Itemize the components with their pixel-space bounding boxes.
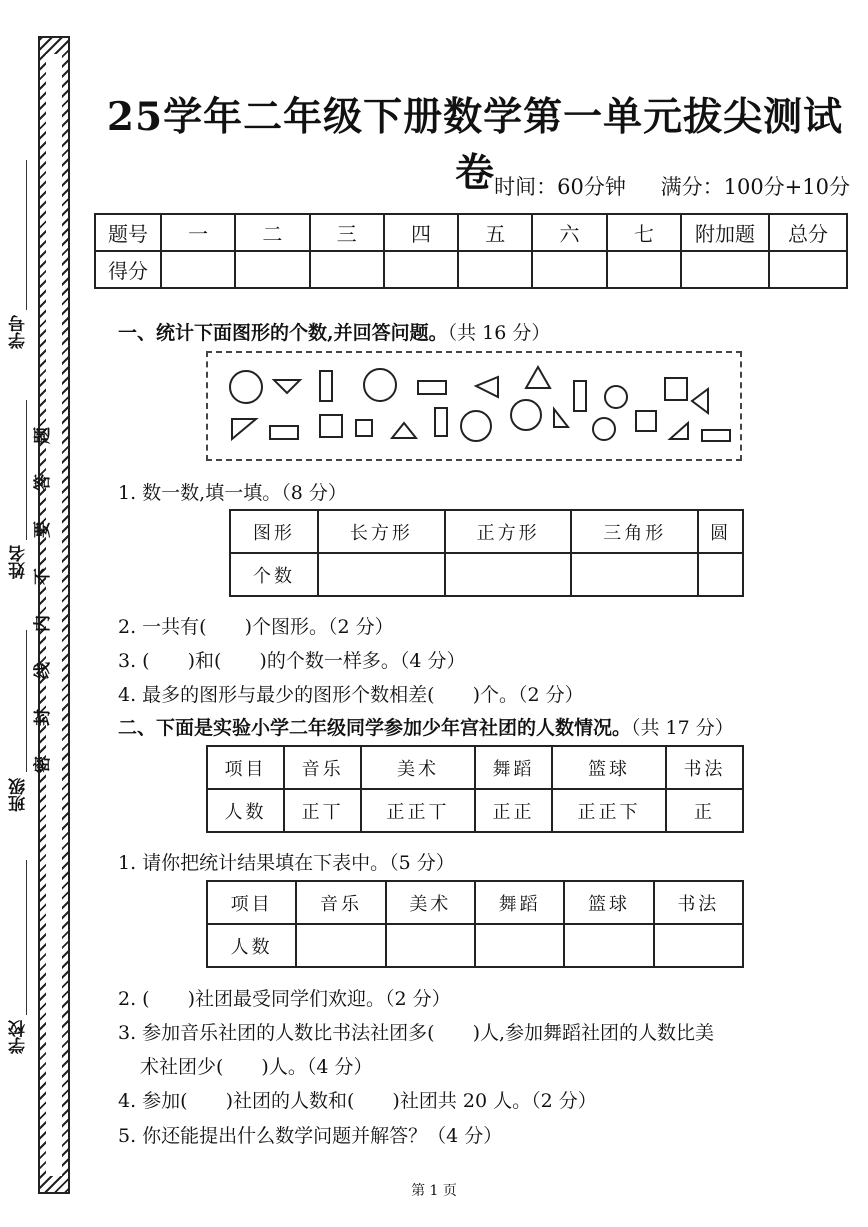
row-label: 人数 [207,789,284,832]
header-cell: 美术 [386,881,475,924]
rectangle-shape [702,430,730,441]
table-row [230,553,743,596]
table-row [207,924,743,967]
header-cell: 项目 [207,746,284,789]
school-field[interactable] [0,860,34,1060]
shapes-box [206,351,742,461]
seal-char: 线 [32,662,53,679]
section2-heading [118,713,734,740]
rectangle-shape [320,371,332,401]
exam-meta [466,171,850,201]
s1-question-1: 1. 数一数,填一填。（8 分） [118,482,347,504]
header-cell: 总分 [769,214,847,251]
circle-shape [230,371,262,403]
answer-cell[interactable] [571,553,698,596]
section2-title: 二、下面是实验小学二年级同学参加少年宫社团的人数情况。 [118,717,632,739]
triangle-shape [232,419,256,439]
class-label: 班级 [9,778,29,812]
score-cell[interactable] [769,251,847,288]
full-score: 满分：100分+10分 [660,175,850,199]
page-number: 第 1 页 [411,1183,457,1199]
header-cell: 舞蹈 [475,881,564,924]
square-shape [356,420,372,436]
s1-question-2: 2. 一共有( )个图形。（2 分） [118,616,394,638]
circle-shape [364,369,396,401]
student-id-label: 学号 [9,315,29,349]
seal-char: 内 [32,615,53,632]
row-label: 人数 [207,924,296,967]
circle-shape [461,411,491,441]
table-row [230,510,743,553]
score-cell[interactable] [458,251,532,288]
seal-char: 封 [32,709,53,726]
seal-char: 答 [32,474,53,491]
class-field[interactable] [0,630,34,820]
section1-heading [118,318,550,345]
table-row [207,746,743,789]
header-cell: 项目 [207,881,296,924]
triangle-shape [274,380,300,393]
section1-title: 一、统计下面图形的个数,并回答问题。 [118,322,448,344]
circle-shape [593,418,615,440]
row-label: 得分 [95,251,161,288]
seal-line-text [32,412,66,788]
answer-cell[interactable] [475,924,564,967]
score-cell[interactable] [532,251,606,288]
tally-cell: 正正丅 [361,789,475,832]
triangle-shape [526,367,550,388]
seal-char: 题 [32,427,53,444]
triangle-shape [476,377,498,397]
school-label: 学校 [9,1020,29,1054]
header-cell: 五 [458,214,532,251]
s1-question-4: 4. 最多的图形与最少的图形个数相差( )个。（2 分） [118,684,584,706]
section2-points: （共 17 分） [631,717,734,739]
header-cell: 四 [384,214,458,251]
header-cell: 书法 [654,881,743,924]
table-row [95,214,847,251]
tally-cell: 正 [666,789,743,832]
header-cell: 图形 [230,510,318,553]
table-row [95,251,847,288]
page-title: 25学年二年级下册数学第一单元拔尖测试卷 [106,94,844,196]
rectangle-shape [418,381,446,394]
header-cell: 篮球 [552,746,666,789]
name-label: 姓名 [9,545,29,579]
s1-question-3: 3. ( )和( )的个数一样多。（4 分） [118,650,466,672]
answer-cell[interactable] [564,924,653,967]
triangle-shape [670,423,688,439]
header-cell: 附加题 [681,214,769,251]
triangle-shape [554,409,568,427]
shapes-figure [208,353,740,459]
triangle-shape [692,389,708,413]
shape-count-table [229,509,744,597]
rectangle-shape [270,426,298,439]
score-cell[interactable] [161,251,235,288]
tally-cell: 正正 [475,789,552,832]
header-cell: 正方形 [445,510,572,553]
answer-cell[interactable] [296,924,385,967]
s2-question-3: 3. 参加音乐社团的人数比书法社团多( )人,参加舞蹈社团的人数比美 [118,1022,715,1044]
header-cell: 圆 [698,510,743,553]
circle-shape [511,400,541,430]
square-shape [320,415,342,437]
answer-cell[interactable] [698,553,743,596]
header-cell: 题号 [95,214,161,251]
circle-shape [605,386,627,408]
header-cell: 篮球 [564,881,653,924]
square-shape [665,378,687,400]
s2-question-4: 4. 参加( )社团的人数和( )社团共 20 人。（2 分） [118,1090,597,1112]
score-cell[interactable] [681,251,769,288]
header-cell: 长方形 [318,510,445,553]
table-row [207,789,743,832]
tally-cell: 正丅 [284,789,361,832]
rectangle-shape [435,408,447,436]
s2-question-1: 1. 请你把统计结果填在下表中。（5 分） [118,852,455,874]
header-cell: 音乐 [284,746,361,789]
score-cell[interactable] [310,251,384,288]
section1-points: （共 16 分） [447,322,551,344]
seal-char: 要 [32,521,53,538]
s2-question-5: 5. 你还能提出什么数学问题并解答？（4 分） [118,1125,503,1147]
time-limit: 时间：60分钟 [494,175,626,199]
rectangle-shape [574,381,586,411]
header-cell: 三 [310,214,384,251]
result-table [206,880,744,968]
score-cell[interactable] [235,251,309,288]
tally-cell: 正正下 [552,789,666,832]
answer-cell[interactable] [654,924,743,967]
score-cell[interactable] [607,251,681,288]
header-cell: 音乐 [296,881,385,924]
header-cell: 一 [161,214,235,251]
header-cell: 七 [607,214,681,251]
square-shape [636,411,656,431]
table-row [207,881,743,924]
header-cell: 美术 [361,746,475,789]
score-cell[interactable] [384,251,458,288]
header-cell: 六 [532,214,606,251]
header-cell: 舞蹈 [475,746,552,789]
header-cell: 书法 [666,746,743,789]
seal-char: 密 [32,756,53,773]
tally-table [206,745,744,833]
s2-question-2: 2. ( )社团最受同学们欢迎。（2 分） [118,988,451,1010]
student-id-field[interactable] [0,160,34,360]
name-field[interactable] [0,400,34,590]
header-cell: 二 [235,214,309,251]
score-table [94,213,848,289]
row-label: 个数 [230,553,318,596]
header-cell: 三角形 [571,510,698,553]
answer-cell[interactable] [318,553,445,596]
s2-question-3-cont: 术社团少( )人。（4 分） [140,1056,373,1078]
seal-char: 不 [32,568,53,585]
triangle-shape [392,423,416,438]
answer-cell[interactable] [386,924,475,967]
answer-cell[interactable] [445,553,572,596]
